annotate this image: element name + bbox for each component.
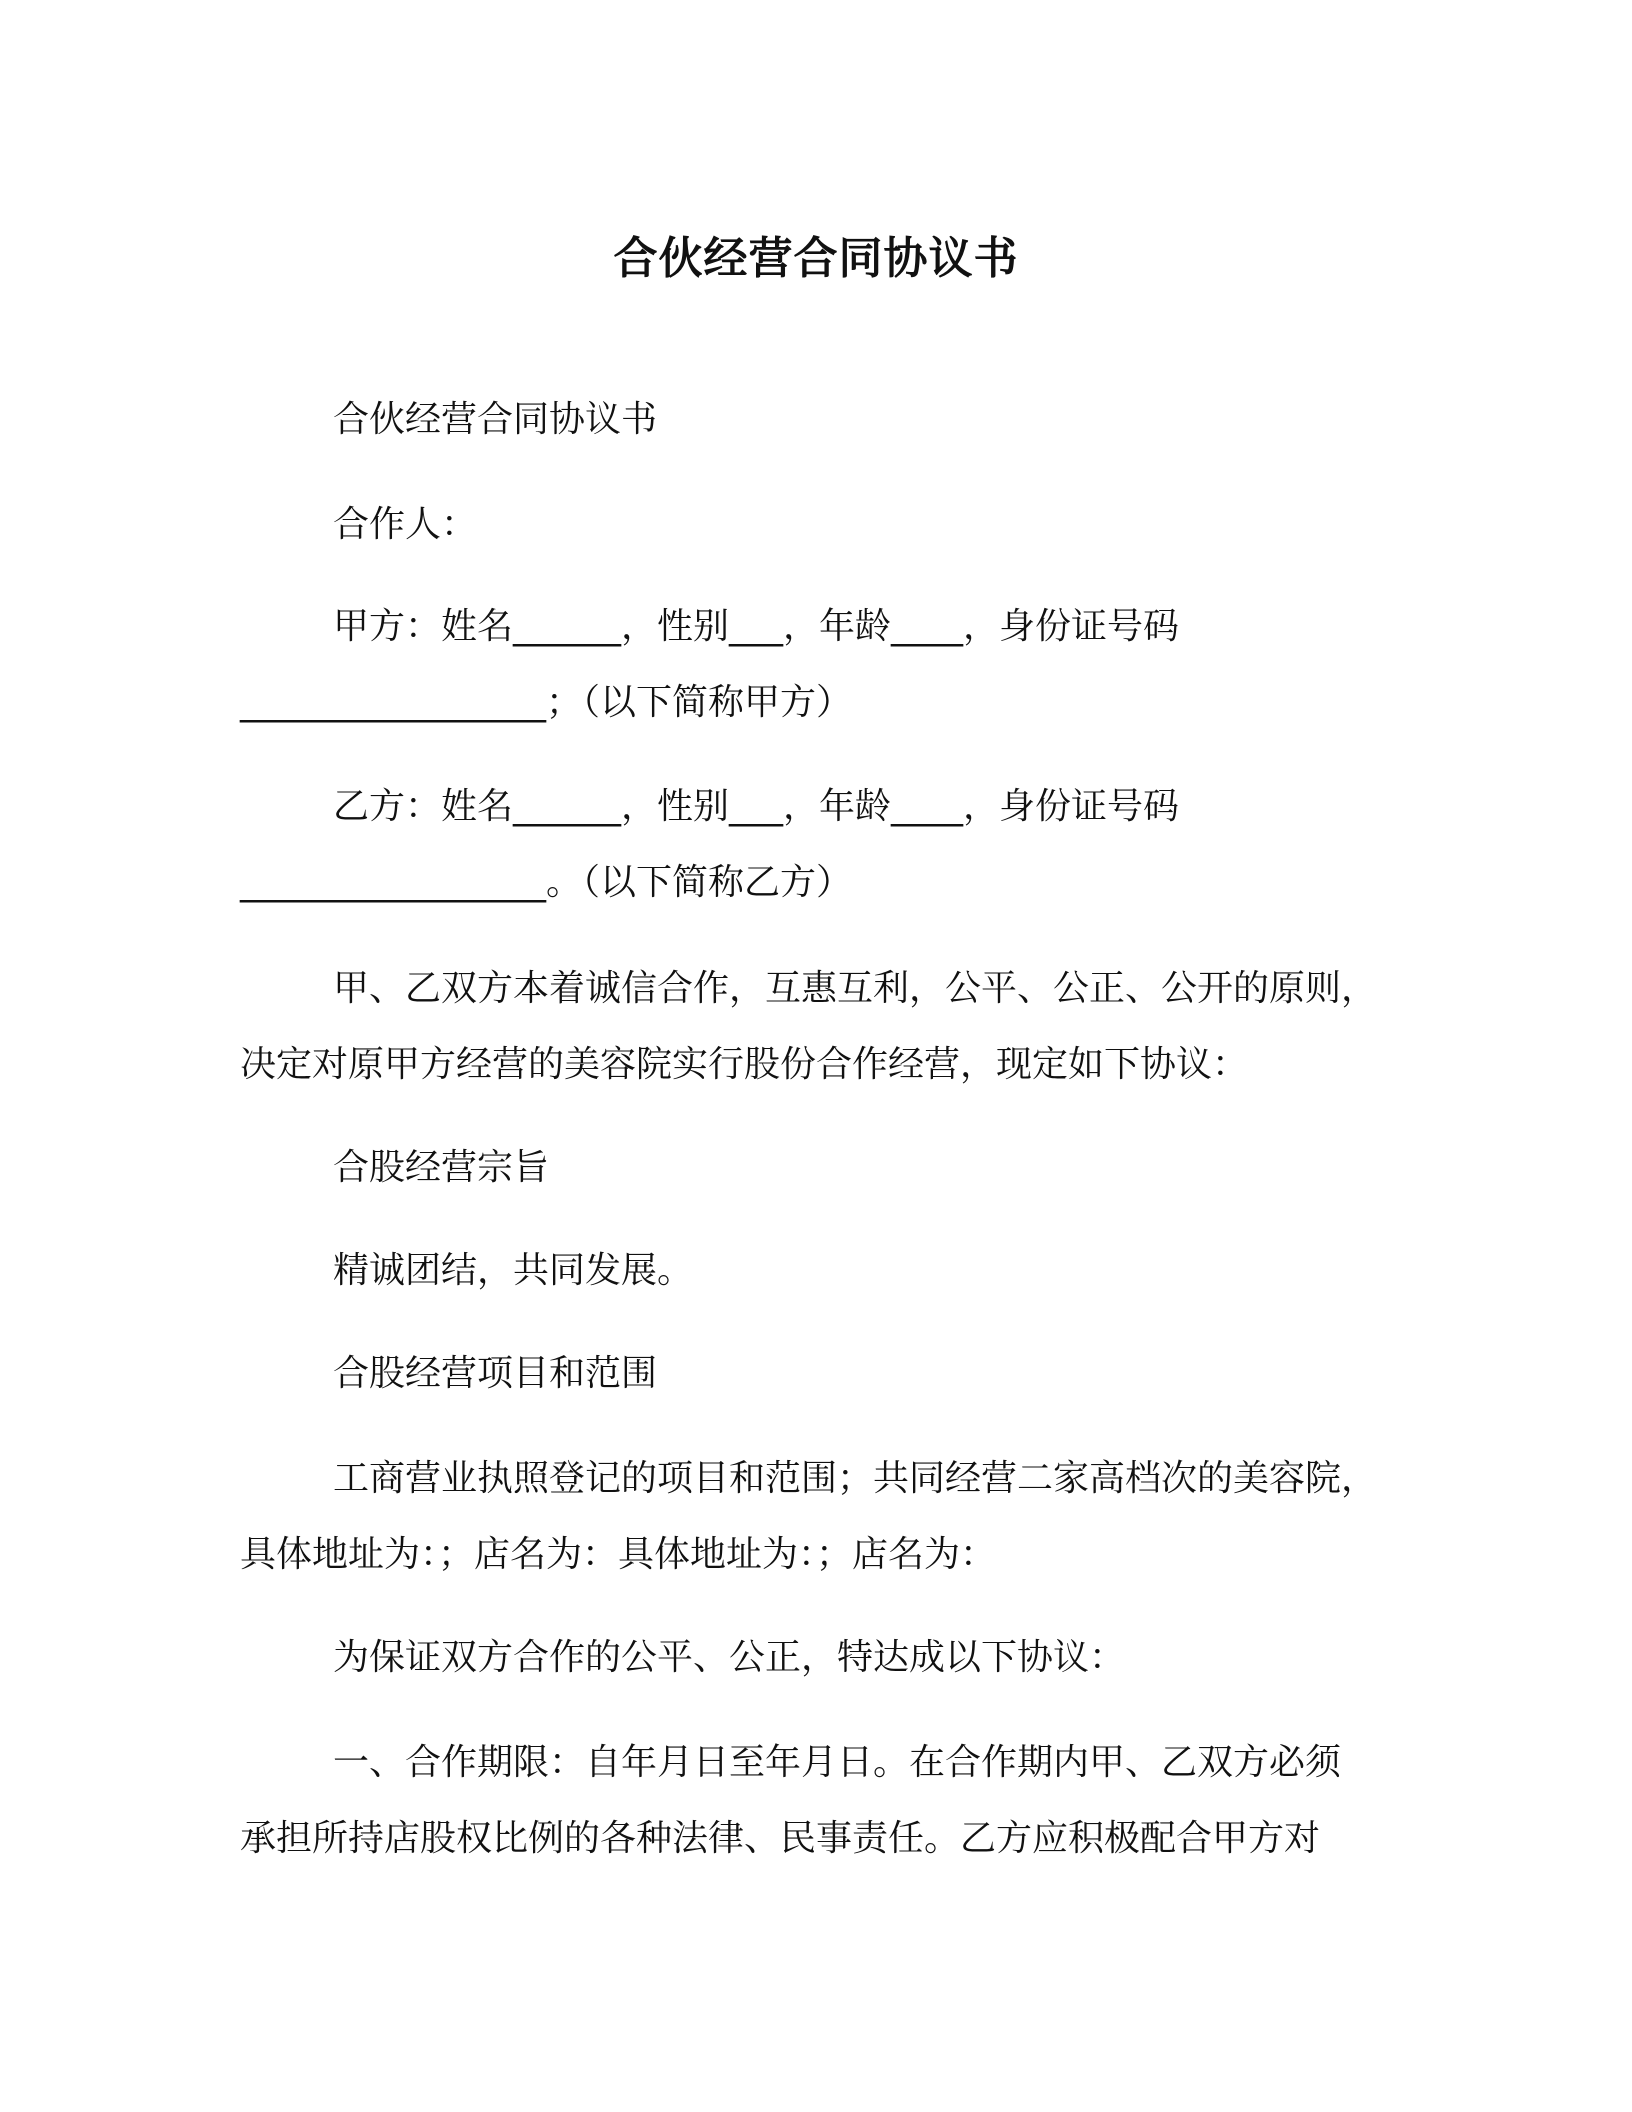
- clause-1-line1: 一、合作期限：自年月日至年月日。在合作期内甲、乙双方必须: [333, 1742, 1342, 1783]
- paragraph-purpose: 精诚团结，共同发展。: [333, 1250, 694, 1291]
- paragraph-principle-line2: 决定对原甲方经营的美容院实行股份合作经营，现定如下协议：: [240, 1044, 1249, 1085]
- section-heading-scope: 合股经营项目和范围: [333, 1353, 658, 1394]
- section-heading-purpose: 合股经营宗旨: [333, 1147, 550, 1188]
- paragraph-partners-label: 合作人：: [333, 504, 478, 545]
- document-title: 合伙经营合同协议书: [613, 233, 1019, 284]
- paragraph-party-b-line1: 乙方：姓名______，性别___，年龄____，身份证号码: [333, 786, 1180, 827]
- paragraph-heading: 合伙经营合同协议书: [333, 399, 658, 440]
- paragraph-party-b-line2: _________________。（以下简称乙方）: [240, 862, 853, 903]
- paragraph-scope-line1: 工商营业执照登记的项目和范围；共同经营二家高档次的美容院，: [333, 1458, 1378, 1499]
- paragraph-agreement-intro: 为保证双方合作的公平、公正，特达成以下协议：: [333, 1637, 1126, 1678]
- paragraph-scope-line2: 具体地址为：；店名为：具体地址为：；店名为：: [240, 1534, 997, 1575]
- paragraph-principle-line1: 甲、乙双方本着诚信合作，互惠互利，公平、公正、公开的原则，: [333, 968, 1378, 1009]
- paragraph-party-a-line1: 甲方：姓名______，性别___，年龄____，身份证号码: [333, 606, 1180, 647]
- clause-1-line2: 承担所持店股权比例的各种法律、民事责任。乙方应积极配合甲方对: [240, 1818, 1321, 1859]
- paragraph-party-a-line2: _________________；（以下简称甲方）: [240, 682, 853, 723]
